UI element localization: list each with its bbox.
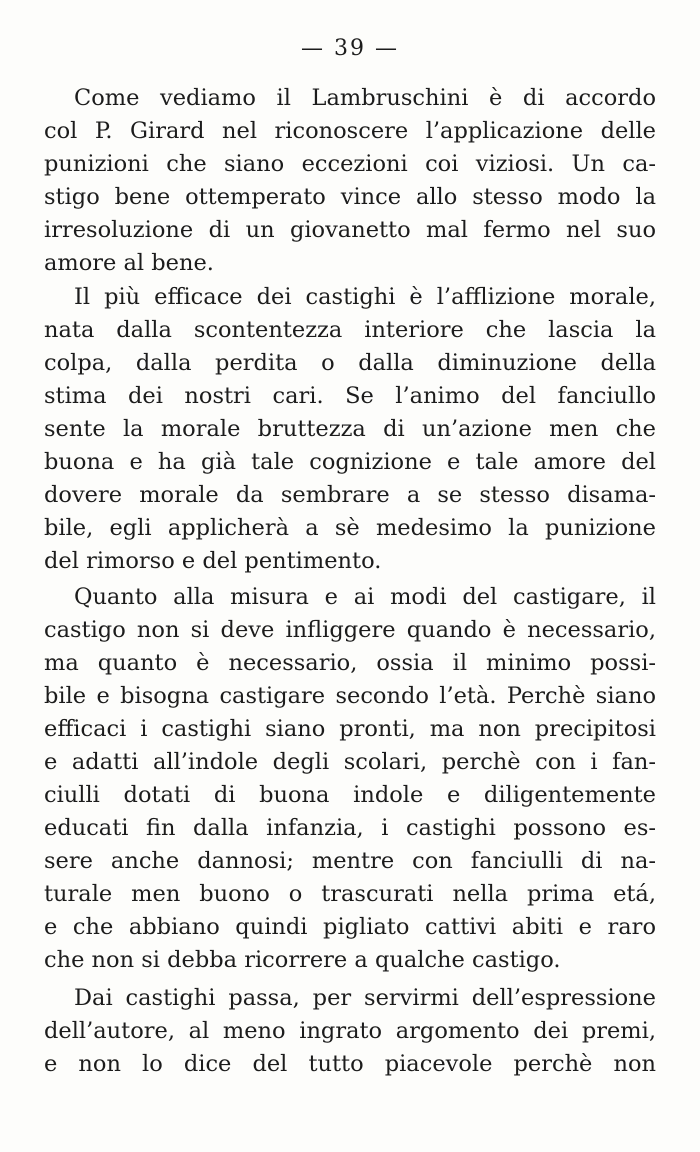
text-line: Quanto alla misura e ai modi del castigare, il (74, 584, 656, 610)
text-line: nata dalla scontentezza interiore che lascia la (44, 317, 656, 343)
text-line: ma quanto è necessario, ossia il minimo possi- (44, 650, 656, 676)
text-line: punizioni che siano eccezioni coi viziosi. Un ca- (44, 151, 656, 177)
text-line: stima dei nostri cari. Se l’animo del fanciullo (44, 383, 656, 409)
text-line: e che abbiano quindi pigliato cattivi abiti e raro (44, 914, 656, 940)
text-line: dovere morale da sembrare a se stesso disama- (44, 482, 656, 508)
text-line: colpa, dalla perdita o dalla diminuzione della (44, 350, 656, 376)
text-line: e non lo dice del tutto piacevole perchè non (44, 1051, 656, 1077)
text-line: che non si debba ricorrere a qualche castigo. (44, 947, 561, 973)
text-line: amore al bene. (44, 250, 214, 276)
text-line: stigo bene ottemperato vince allo stesso modo la (44, 184, 656, 210)
text-line: del rimorso e del pentimento. (44, 548, 382, 574)
text-line: Il più efficace dei castighi è l’afflizione morale, (74, 284, 656, 310)
text-line: sente la morale bruttezza di un’azione men che (44, 416, 656, 442)
text-line: col P. Girard nel riconoscere l’applicazione delle (44, 118, 656, 144)
page-number: — 39 — (301, 36, 399, 61)
text-line: bile, egli applicherà a sè medesimo la punizione (44, 515, 656, 541)
text-line: ciulli dotati di buona indole e diligentemente (44, 782, 656, 808)
text-line: castigo non si deve infliggere quando è necessario, (44, 617, 656, 643)
text-line: Dai castighi passa, per servirmi dell’espressione (74, 985, 656, 1011)
text-line: irresoluzione di un giovanetto mal fermo nel suo (44, 217, 656, 243)
text-line: efficaci i castighi siano pronti, ma non precipitosi (44, 716, 656, 742)
text-line: turale men buono o trascurati nella prima etá, (44, 881, 656, 907)
text-line: Come vediamo il Lambruschini è di accordo (74, 85, 656, 111)
text-line: sere anche dannosi; mentre con fanciulli di na- (44, 848, 656, 874)
text-line: educati fin dalla infanzia, i castighi possono es- (44, 815, 656, 841)
text-line: buona e ha già tale cognizione e tale amore del (44, 449, 656, 475)
text-line: bile e bisogna castigare secondo l’età. Perchè siano (44, 683, 656, 709)
text-line: dell’autore, al meno ingrato argomento dei premi, (44, 1018, 656, 1044)
text-line: e adatti all’indole degli scolari, perchè con i fan- (44, 749, 656, 775)
